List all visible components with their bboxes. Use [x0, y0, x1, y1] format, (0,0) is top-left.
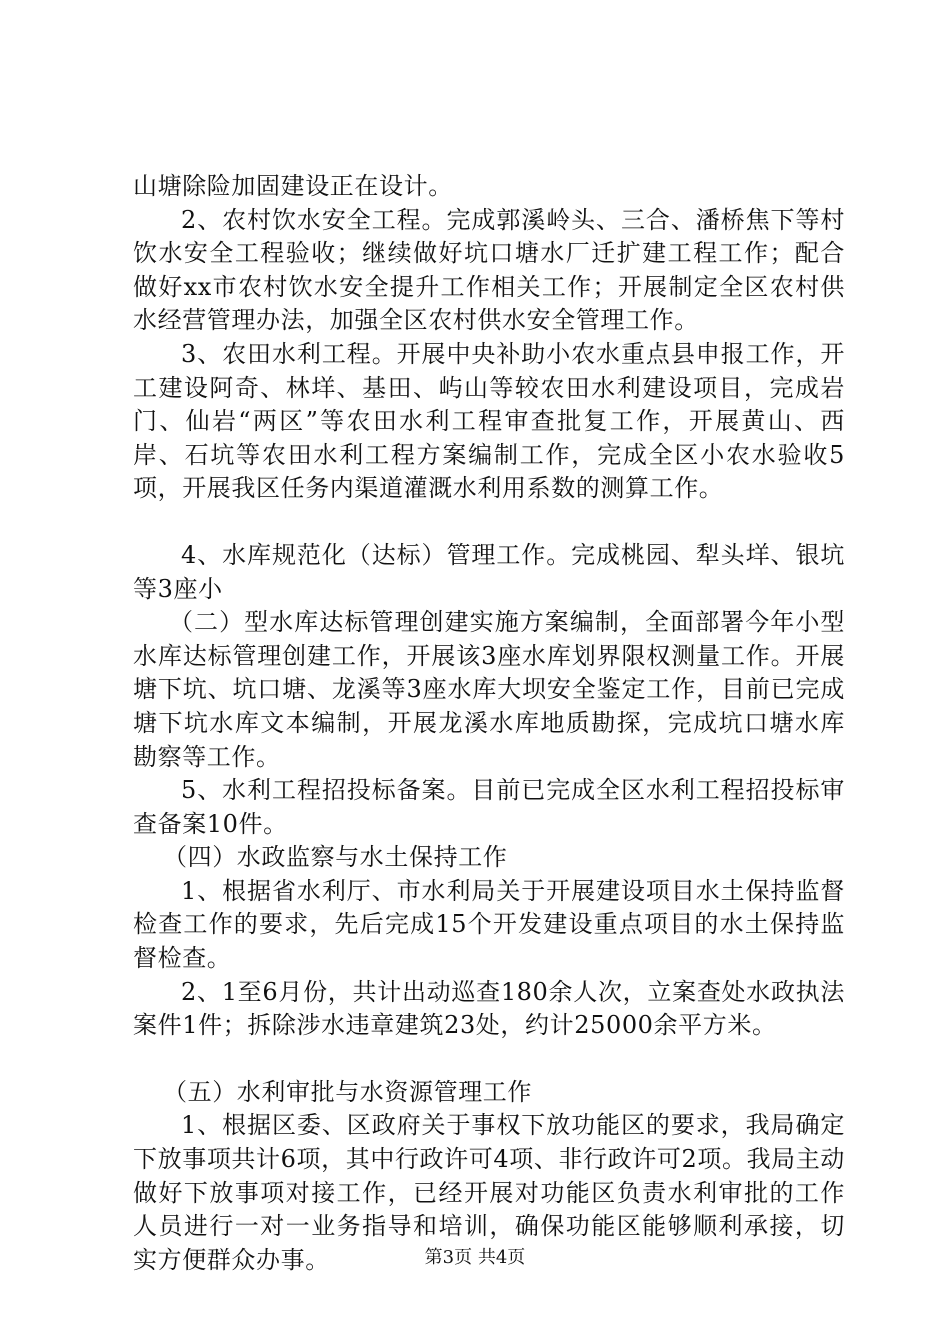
paragraph-soil-conservation: 1、根据省水利厅、市水利局关于开展建设项目水土保持监督检查工作的要求，先后完成15个开发建设重点项目的水土保持监督检查。 — [133, 876, 845, 973]
paragraph-reservoir-standard: （二）型水库达标管理创建实施方案编制，全面部署今年小型水库达标管理创建工作，开展该3座水库划界限权测量工作。开展塘下坑、坑口塘、龙溪等3座水库大坝安全鉴定工作，目前已完成塘下坑水库文本编制，开展龙溪水库地质勘探，完成坑口塘水库勘察等工作。 — [133, 608, 845, 771]
heading-water-supervision: （四）水政监察与水土保持工作 — [163, 843, 508, 872]
paragraph-inspection: 2、1至6月份，共计出动巡查180余人次，立案查处水政执法案件1件；拆除涉水违章建筑23处，约计25000余平方米。 — [133, 977, 845, 1040]
paragraph-farmland-water: 3、农田水利工程。开展中央补助小农水重点县申报工作，开工建设阿奇、林垟、基田、屿山等较农田水利建设项目，完成岩门、仙岩“两区”等农田水利工程审查批复工作，开展黄山、西岸、石坑等农田水利工程方案编制工作，完成全区小农水验收5项，开展我区任务内渠道灌溉水利用系数的测算工作。 — [133, 339, 845, 503]
paragraph-reservoir-management: 4、水库规范化（达标）管理工作。完成桃园、犁头垟、银坑等3座小 — [133, 540, 845, 603]
paragraph-rural-water: 2、农村饮水安全工程。完成郭溪岭头、三合、潘桥焦下等村饮水安全工程验收；继续做好坑口塘水厂迁扩建工程工作；配合做好xx市农村饮水安全提升工作相关工作；开展制定全区农村供水经营管理办法，加强全区农村供水安全管理工作。 — [133, 205, 845, 335]
page-footer: 第3页 共4页 — [424, 1247, 526, 1268]
document-body — [133, 170, 845, 1277]
paragraph-power-devolution: 1、根据区委、区政府关于事权下放功能区的要求，我局确定下放事项共计6项，其中行政许可4项、非行政许可2项。我局主动做好下放事项对接工作，已经开展对功能区负责水利审批的工作人员进行一对一业务指导和培训，确保功能区能够顺利承接，切实方便群众办事。 — [133, 1111, 845, 1274]
paragraph-continuation: 山塘除险加固建设正在设计。 — [133, 172, 453, 200]
heading-water-approval: （五）水利审批与水资源管理工作 — [163, 1077, 532, 1106]
paragraph-bidding-record: 5、水利工程招投标备案。目前已完成全区水利工程招投标审查备案10件。 — [133, 776, 845, 838]
